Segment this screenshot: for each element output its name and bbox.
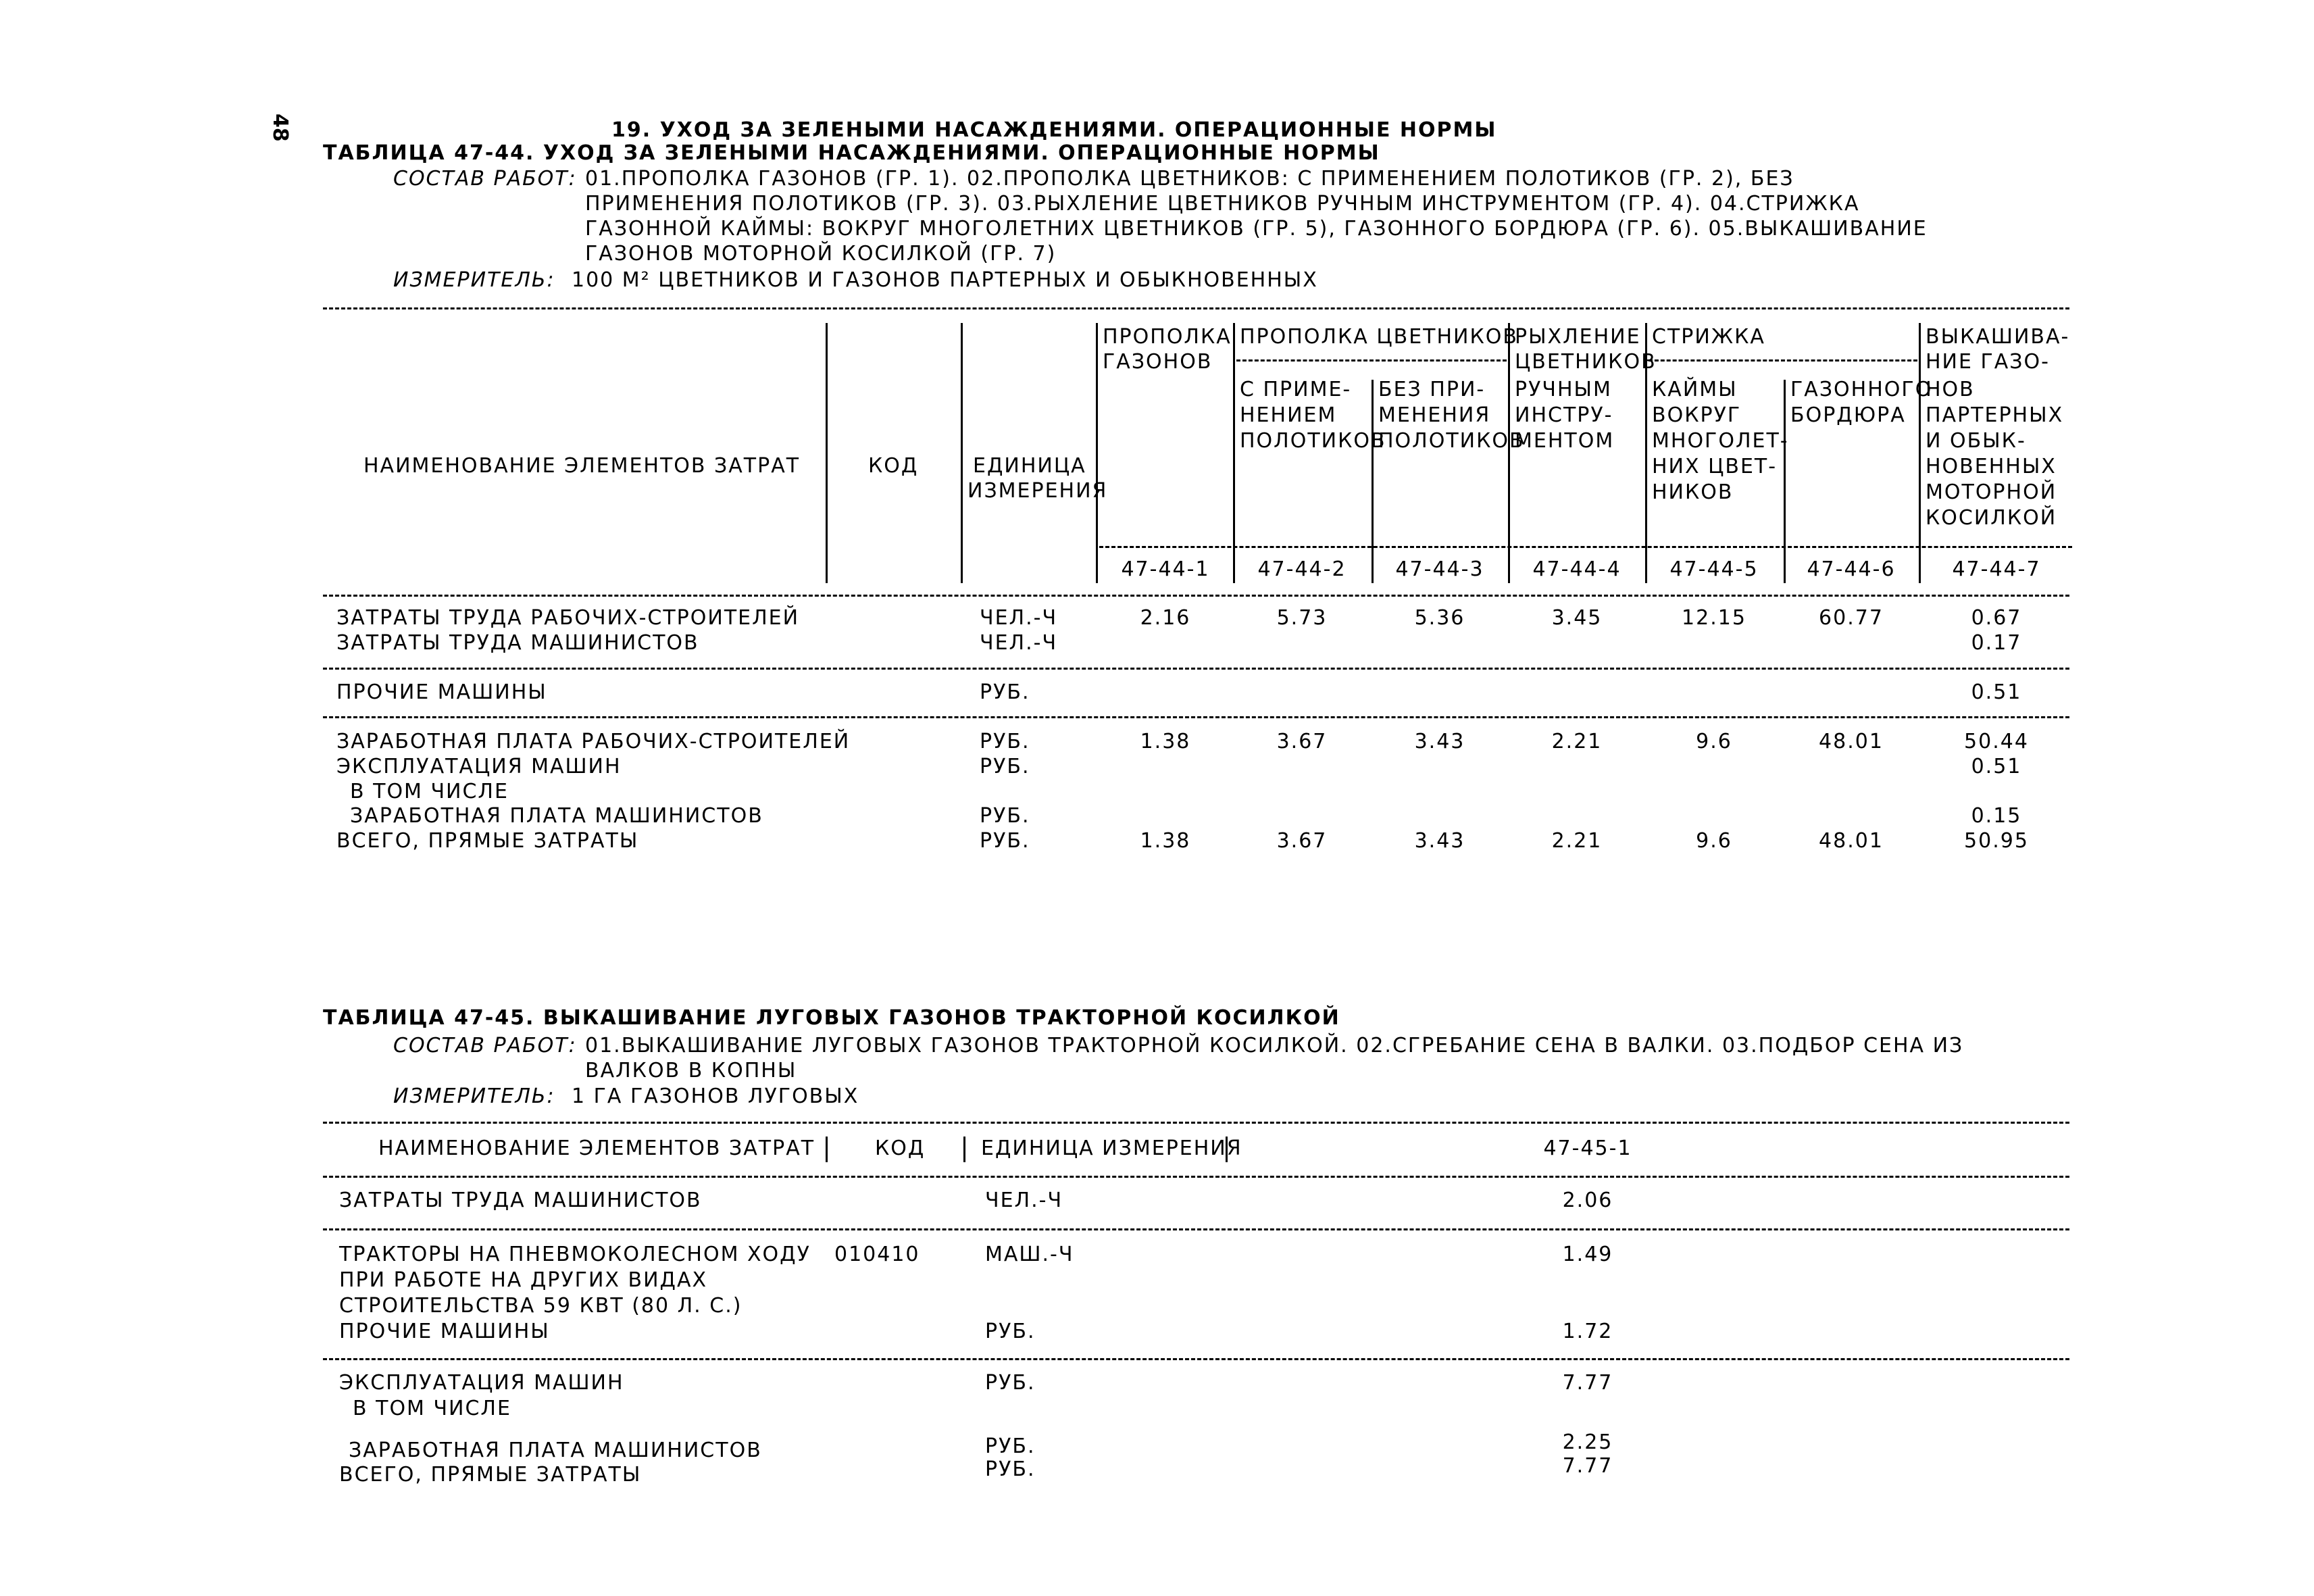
row-value: 2.21	[1551, 730, 1603, 753]
table-44-composition-line: ГАЗОНОВ МОТОРНОЙ КОСИЛКОЙ (ГР. 7)	[585, 242, 1057, 266]
table-44-composition-label: СОСТАВ РАБОТ:	[393, 167, 577, 191]
row-unit: РУБ.	[980, 730, 1030, 753]
header-col3: МЕНЕНИЯ	[1378, 403, 1491, 427]
row-value: 1.72	[1562, 1320, 1613, 1343]
row-value: 2.16	[1140, 606, 1191, 630]
header-code: КОД	[875, 1137, 926, 1160]
row-value: 60.77	[1819, 606, 1884, 630]
table-45-header-rule	[323, 1176, 2069, 1178]
header-col4: РЫХЛЕНИЕ	[1515, 325, 1641, 349]
row-value: 48.01	[1819, 730, 1884, 753]
table-44-code-rule	[1099, 546, 2072, 548]
row-unit: РУБ.	[985, 1435, 1036, 1458]
table-44-col-separator	[1096, 323, 1098, 583]
row-value: 0.15	[1971, 804, 2022, 828]
table-44-col-separator	[961, 323, 963, 583]
table-45-top-rule	[323, 1122, 2069, 1124]
header-unit: ЕДИНИЦА ИЗМЕРЕНИЯ	[981, 1137, 1242, 1160]
row-unit: РУБ.	[985, 1320, 1036, 1343]
row-value: 1.38	[1140, 829, 1191, 853]
row-unit: РУБ.	[985, 1457, 1036, 1481]
row-unit: ЧЕЛ.-Ч	[980, 606, 1058, 630]
row-value: 3.43	[1414, 829, 1465, 853]
table-44-col-separator	[1508, 323, 1510, 583]
header-col2: ПОЛОТИКОВ	[1240, 429, 1386, 453]
row-name: ЗАТРАТЫ ТРУДА МАШИНИСТОВ	[336, 631, 699, 655]
header-unit: ИЗМЕРЕНИЯ	[967, 479, 1108, 503]
table-44-measure-value: 100 М² ЦВЕТНИКОВ И ГАЗОНОВ ПАРТЕРНЫХ И ОБЫКНОВЕННЫХ	[572, 268, 1318, 292]
column-code: 47-44-1	[1121, 557, 1210, 581]
header-unit: ЕДИНИЦА	[973, 454, 1086, 478]
row-unit: РУБ.	[980, 829, 1030, 853]
row-code: 010410	[834, 1243, 920, 1266]
column-code: 47-44-7	[1952, 557, 2041, 581]
header-col4: ИНСТРУ-	[1515, 403, 1613, 427]
table-44-composition-line: ГАЗОННОЙ КАЙМЫ: ВОКРУГ МНОГОЛЕТНИХ ЦВЕТНИКОВ (ГР. 5), ГАЗОННОГО БОРДЮРА (ГР. 6). 05.ВЫКАШИВАНИЕ	[585, 217, 1928, 241]
header-col5: НИКОВ	[1652, 480, 1734, 504]
row-name: ЗАРАБОТНАЯ ПЛАТА МАШИНИСТОВ	[349, 1439, 762, 1462]
table-44-group-rule	[1236, 359, 1507, 361]
header-col6: БОРДЮРА	[1790, 403, 1906, 427]
row-value: 3.45	[1551, 606, 1603, 630]
header-group2: ПРОПОЛКА ЦВЕТНИКОВ	[1240, 325, 1518, 349]
row-name: СТРОИТЕЛЬСТВА 59 КВТ (80 Л. С.)	[339, 1294, 743, 1318]
row-name: ТРАКТОРЫ НА ПНЕВМОКОЛЕСНОМ ХОДУ	[339, 1243, 811, 1266]
row-value: 2.06	[1562, 1189, 1613, 1212]
row-value: 3.67	[1276, 730, 1328, 753]
header-col2: С ПРИМЕ-	[1240, 378, 1352, 401]
row-unit: ЧЕЛ.-Ч	[980, 631, 1058, 655]
header-col6: ГАЗОННОГО	[1790, 378, 1933, 401]
header-code: КОД	[868, 454, 919, 478]
row-name: ЗАРАБОТНАЯ ПЛАТА МАШИНИСТОВ	[350, 804, 763, 828]
row-unit: ЧЕЛ.-Ч	[985, 1189, 1063, 1212]
header-col7: И ОБЫК-	[1926, 429, 2026, 453]
row-name: ЗАРАБОТНАЯ ПЛАТА РАБОЧИХ-СТРОИТЕЛЕЙ	[336, 730, 851, 753]
header-col4: РУЧНЫМ	[1515, 378, 1612, 401]
table-44-row-rule	[323, 716, 2069, 718]
row-name: В ТОМ ЧИСЛЕ	[350, 780, 509, 803]
table-44-group-rule	[1649, 359, 1917, 361]
header-col1: ГАЗОНОВ	[1103, 350, 1213, 374]
header-col7: НИЕ ГАЗО-	[1926, 350, 2050, 374]
table-45-composition-line: 01.ВЫКАШИВАНИЕ ЛУГОВЫХ ГАЗОНОВ ТРАКТОРНОЙ КОСИЛКОЙ. 02.СГРЕБАНИЕ СЕНА В ВАЛКИ. 03.ПОДБОР СЕНА ИЗ	[585, 1034, 1964, 1057]
table-45-row-rule	[323, 1358, 2069, 1360]
header-col7: ПАРТЕРНЫХ	[1926, 403, 2064, 427]
row-unit: РУБ.	[985, 1371, 1036, 1395]
row-value: 1.49	[1562, 1243, 1613, 1266]
row-value: 0.17	[1971, 631, 2022, 655]
table-44-row-rule	[323, 668, 2069, 670]
header-col4: МЕНТОМ	[1515, 429, 1615, 453]
header-col5: КАЙМЫ	[1652, 378, 1738, 401]
table-44-col-separator	[1784, 380, 1786, 583]
table-45-title: ТАБЛИЦА 47-45. ВЫКАШИВАНИЕ ЛУГОВЫХ ГАЗОНОВ ТРАКТОРНОЙ КОСИЛКОЙ	[323, 1006, 1340, 1030]
table-45-composition-line: ВАЛКОВ В КОПНЫ	[585, 1059, 797, 1082]
row-name: ВСЕГО, ПРЯМЫЕ ЗАТРАТЫ	[339, 1463, 642, 1487]
row-name: ЗАТРАТЫ ТРУДА РАБОЧИХ-СТРОИТЕЛЕЙ	[336, 606, 800, 630]
row-value: 2.21	[1551, 829, 1603, 853]
row-value: 1.38	[1140, 730, 1191, 753]
header-col4: ЦВЕТНИКОВ	[1515, 350, 1657, 374]
table-44-composition-line: ПРИМЕНЕНИЯ ПОЛОТИКОВ (ГР. 3). 03.РЫХЛЕНИЕ ЦВЕТНИКОВ РУЧНЫМ ИНСТРУМЕНТОМ (ГР. 4). 04.СТРИЖКА	[585, 192, 1860, 216]
row-value: 0.51	[1971, 680, 2022, 704]
table-45-measure-label: ИЗМЕРИТЕЛЬ:	[393, 1084, 555, 1108]
row-value: 12.15	[1682, 606, 1746, 630]
column-code: 47-44-3	[1395, 557, 1484, 581]
column-code: 47-44-5	[1669, 557, 1759, 581]
header-name: НАИМЕНОВАНИЕ ЭЛЕМЕНТОВ ЗАТРАТ	[378, 1137, 815, 1160]
row-value: 50.44	[1964, 730, 2029, 753]
table-45-col-separator	[963, 1137, 965, 1162]
row-name: ЗАТРАТЫ ТРУДА МАШИНИСТОВ	[339, 1189, 702, 1212]
row-name: ВСЕГО, ПРЯМЫЕ ЗАТРАТЫ	[336, 829, 639, 853]
row-value: 5.73	[1276, 606, 1328, 630]
header-col5: НИХ ЦВЕТ-	[1652, 455, 1778, 478]
header-col5: ВОКРУГ	[1652, 403, 1742, 427]
row-value: 50.95	[1964, 829, 2029, 853]
header-col2: НЕНИЕМ	[1240, 403, 1337, 427]
row-unit: РУБ.	[980, 804, 1030, 828]
row-value: 3.67	[1276, 829, 1328, 853]
row-value: 3.43	[1414, 730, 1465, 753]
table-44-header-rule	[323, 595, 2069, 597]
header-name: НАИМЕНОВАНИЕ ЭЛЕМЕНТОВ ЗАТРАТ	[363, 454, 801, 478]
header-col3: БЕЗ ПРИ-	[1378, 378, 1486, 401]
row-unit: МАШ.-Ч	[985, 1243, 1074, 1266]
row-name: ЭКСПЛУАТАЦИЯ МАШИН	[339, 1371, 624, 1395]
table-44-top-rule	[323, 307, 2069, 309]
row-value: 5.36	[1414, 606, 1465, 630]
row-value: 0.51	[1971, 755, 2022, 778]
header-col1: ПРОПОЛКА	[1103, 325, 1232, 349]
row-name: ПРОЧИЕ МАШИНЫ	[339, 1320, 550, 1343]
row-value: 2.25	[1562, 1430, 1613, 1454]
header-col7: НОВ	[1926, 378, 1975, 401]
header-group5: СТРИЖКА	[1652, 325, 1765, 349]
header-col7: ВЫКАШИВА-	[1926, 325, 2070, 349]
column-code: 47-44-2	[1257, 557, 1347, 581]
row-value: 0.67	[1971, 606, 2022, 630]
row-name: В ТОМ ЧИСЛЕ	[353, 1397, 511, 1420]
header-col5: МНОГОЛЕТ-	[1652, 429, 1789, 453]
row-value: 7.77	[1562, 1371, 1613, 1395]
row-value: 9.6	[1696, 829, 1732, 853]
table-44-col-separator	[826, 323, 828, 583]
row-unit: РУБ.	[980, 680, 1030, 704]
table-44-measure-label: ИЗМЕРИТЕЛЬ:	[393, 268, 555, 292]
table-44-col-separator	[1372, 380, 1374, 583]
table-44-title: ТАБЛИЦА 47-44. УХОД ЗА ЗЕЛЕНЫМИ НАСАЖДЕНИЯМИ. ОПЕРАЦИОННЫЕ НОРМЫ	[323, 141, 1380, 165]
row-value: 9.6	[1696, 730, 1732, 753]
row-value: 48.01	[1819, 829, 1884, 853]
page-number: 48	[268, 114, 292, 142]
column-code: 47-45-1	[1543, 1137, 1632, 1160]
table-45-row-rule	[323, 1228, 2069, 1230]
column-code: 47-44-4	[1532, 557, 1621, 581]
row-name: ЭКСПЛУАТАЦИЯ МАШИН	[336, 755, 622, 778]
header-col7: МОТОРНОЙ	[1926, 480, 2057, 504]
table-45-col-separator	[826, 1137, 828, 1162]
column-code: 47-44-6	[1807, 557, 1896, 581]
row-name: ПРОЧИЕ МАШИНЫ	[336, 680, 547, 704]
table-45-composition-label: СОСТАВ РАБОТ:	[393, 1034, 577, 1057]
row-value: 7.77	[1562, 1454, 1613, 1478]
header-col7: КОСИЛКОЙ	[1926, 506, 2057, 530]
table-45-col-separator	[1226, 1137, 1228, 1162]
section-title: 19. УХОД ЗА ЗЕЛЕНЫМИ НАСАЖДЕНИЯМИ. ОПЕРАЦИОННЫЕ НОРМЫ	[611, 118, 1497, 142]
table-44-composition-line: 01.ПРОПОЛКА ГАЗОНОВ (ГР. 1). 02.ПРОПОЛКА ЦВЕТНИКОВ: С ПРИМЕНЕНИЕМ ПОЛОТИКОВ (ГР. 2), БЕЗ	[585, 167, 1794, 191]
table-44-col-separator	[1233, 323, 1235, 583]
table-44-col-separator	[1919, 323, 1921, 583]
row-unit: РУБ.	[980, 755, 1030, 778]
header-col3: ПОЛОТИКОВ	[1378, 429, 1525, 453]
header-col7: НОВЕННЫХ	[1926, 455, 2057, 478]
table-45-measure-value: 1 ГА ГАЗОНОВ ЛУГОВЫХ	[572, 1084, 859, 1108]
row-name: ПРИ РАБОТЕ НА ДРУГИХ ВИДАХ	[339, 1268, 708, 1292]
